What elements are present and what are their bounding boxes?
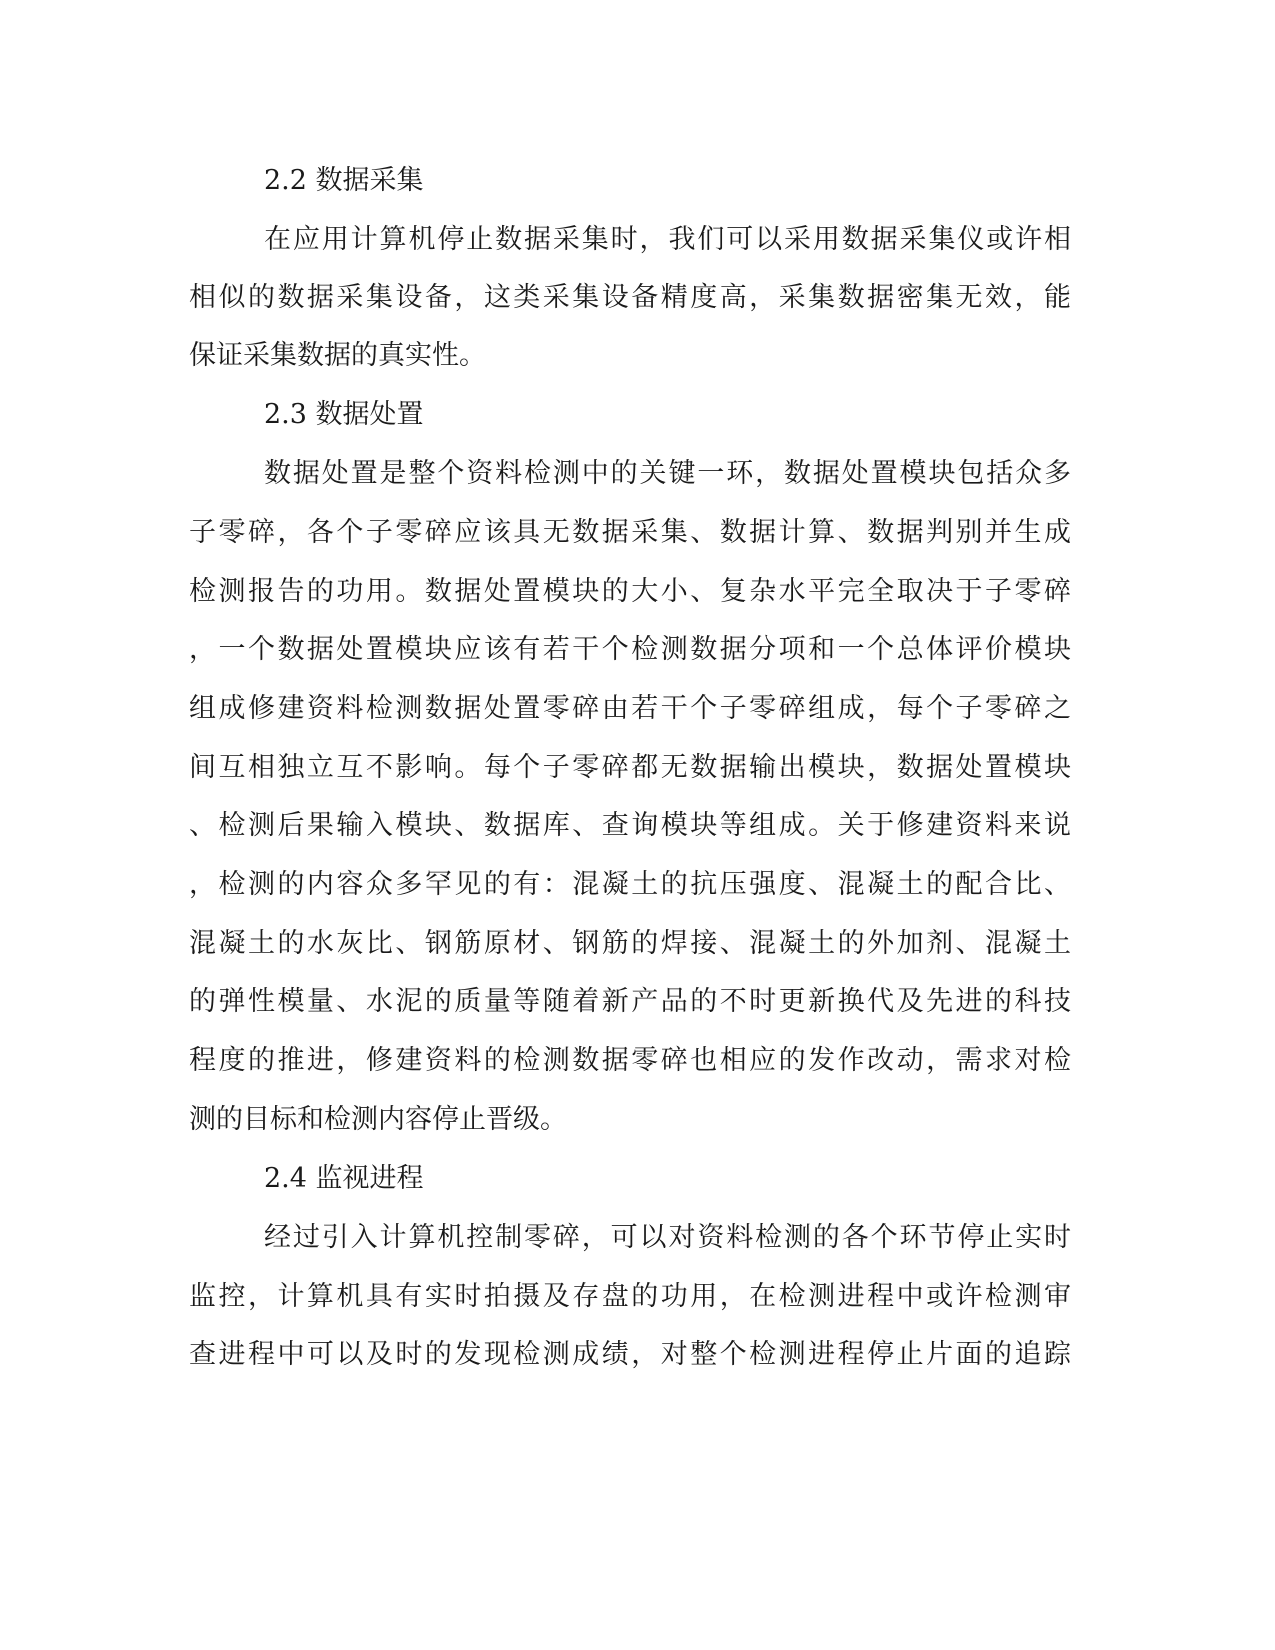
paragraph-line: 相似的数据采集设备，这类采集设备精度高，采集数据密集无效，能 — [189, 282, 1071, 313]
paragraph-line: 查进程中可以及时的发现检测成绩，对整个检测进程停止片面的追踪 — [189, 1339, 1071, 1370]
paragraph-line: 在应用计算机停止数据采集时，我们可以采用数据采集仪或许相 — [264, 224, 1071, 255]
paragraph-line: 组成修建资料检测数据处置零碎由若干个子零碎组成，每个子零碎之 — [189, 693, 1071, 724]
section-heading-2-4: 2.4 监视进程 — [264, 1163, 424, 1194]
paragraph-line: 、检测后果输入模块、数据库、查询模块等组成。关于修建资料来说 — [189, 810, 1071, 841]
paragraph-line: 混凝土的水灰比、钢筋原材、钢筋的焊接、混凝土的外加剂、混凝土 — [189, 928, 1071, 959]
paragraph-line: 保证采集数据的真实性。 — [189, 340, 486, 371]
paragraph-line: 数据处置是整个资料检测中的关键一环，数据处置模块包括众多 — [264, 458, 1071, 489]
paragraph-line: 的弹性模量、水泥的质量等随着新产品的不时更新换代及先进的科技 — [189, 986, 1071, 1017]
paragraph-line: 程度的推进，修建资料的检测数据零碎也相应的发作改动，需求对检 — [189, 1045, 1071, 1076]
paragraph-line: 监控，计算机具有实时拍摄及存盘的功用，在检测进程中或许检测审 — [189, 1281, 1071, 1312]
section-heading-2-2: 2.2 数据采集 — [264, 165, 424, 196]
paragraph-line: 子零碎，各个子零碎应该具无数据采集、数据计算、数据判别并生成 — [189, 517, 1071, 548]
paragraph-line: 测的目标和检测内容停止晋级。 — [189, 1104, 567, 1135]
paragraph-line: 检测报告的功用。数据处置模块的大小、复杂水平完全取决于子零碎 — [189, 576, 1071, 607]
paragraph-line: 间互相独立互不影响。每个子零碎都无数据输出模块，数据处置模块 — [189, 752, 1071, 783]
paragraph-line: ，检测的内容众多罕见的有：混凝土的抗压强度、混凝土的配合比、 — [189, 869, 1071, 900]
paragraph-line: ，一个数据处置模块应该有若干个检测数据分项和一个总体评价模块 — [189, 634, 1071, 665]
section-heading-2-3: 2.3 数据处置 — [264, 399, 424, 430]
paragraph-line: 经过引入计算机控制零碎，可以对资料检测的各个环节停止实时 — [264, 1222, 1071, 1253]
